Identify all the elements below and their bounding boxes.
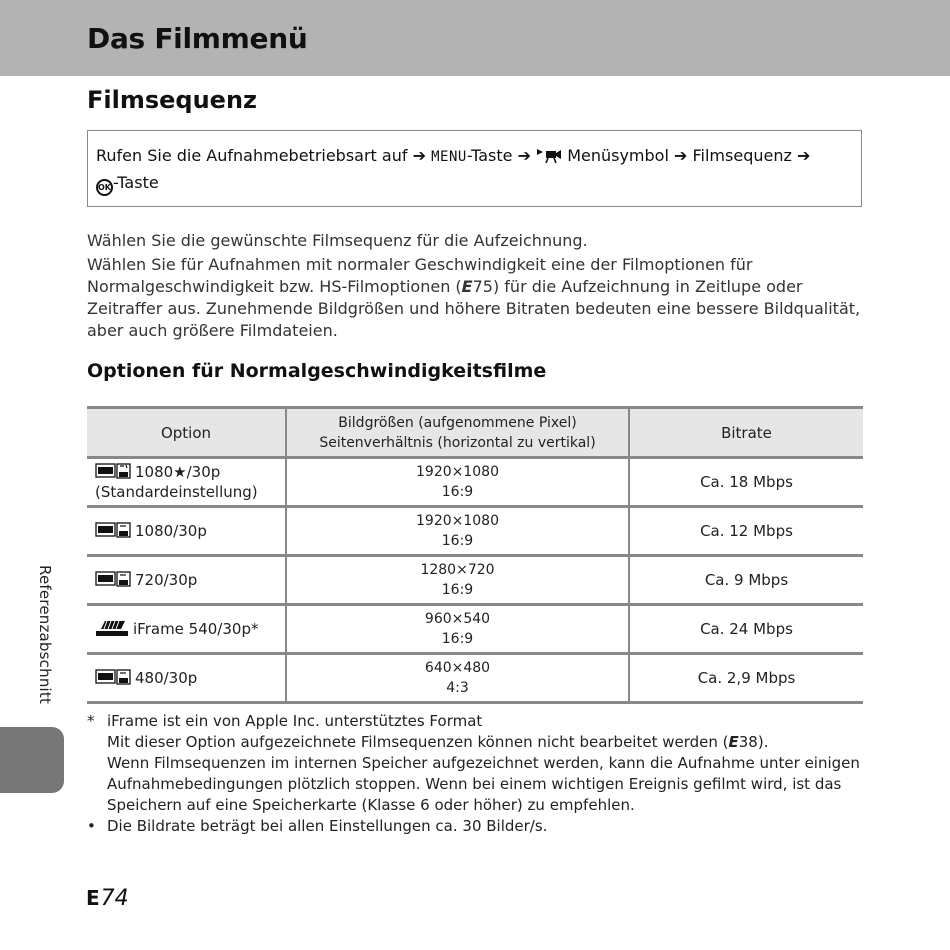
reference-section-icon: E [461,277,473,296]
option-label: 720/30p [135,571,198,589]
ratio-value: 16:9 [441,533,474,549]
header-size-line2: Seitenverhältnis (horizontal zu vertikal) [319,434,596,451]
page-number [86,886,129,911]
1080-30p-icon [95,521,131,539]
ratio-value: 4:3 [446,680,469,696]
header-option: Option [87,408,286,458]
nav-text-part5: -Taste [113,173,159,192]
option-cell [87,458,286,507]
size-cell [286,654,629,703]
option-cell [87,507,286,556]
arrow-right-icon: ➔ [796,146,811,165]
size-value: 640×480 [424,660,491,676]
intro-p2-ref: 75 [472,277,493,296]
menu-navigation-box [87,130,862,207]
side-section-tab [0,727,64,793]
option-cell [87,605,286,654]
intro-text [87,230,862,344]
side-section-label: Referenzabschnitt [36,565,54,705]
bitrate-cell: Ca. 18 Mbps [629,458,863,507]
intro-p2-start: Wählen Sie für Aufnahmen mit normaler Geschwindigkeit eine der Filmoptionen für Normalgeschwindigkeit bzw. HS-Filmoptionen ( [87,255,753,296]
footnote-line-2-start: Mit dieser Option aufgezeichnete Filmsequenzen können nicht bearbeitet werden ( [107,733,729,751]
chapter-title: Das Filmmenü [87,22,308,55]
footnote-body [107,711,862,816]
size-cell [286,507,629,556]
movie-options-table [87,406,863,704]
arrow-right-icon: ➔ [412,146,426,165]
table-row [87,605,863,654]
size-value: 1920×1080 [416,464,499,480]
bullet-marker: • [87,817,96,835]
bitrate-cell: Ca. 2,9 Mbps [629,654,863,703]
option-label: 1080★/30p [135,463,221,481]
ratio-value: 16:9 [441,582,474,598]
movie-menu-icon [536,147,562,163]
option-cell [87,556,286,605]
size-value: 1280×720 [420,562,495,578]
footnote-line-1: iFrame ist ein von Apple Inc. unterstütztes Format [107,712,483,730]
iframe-icon [95,619,129,637]
header-bitrate: Bitrate [629,408,863,458]
intro-paragraph-2 [87,254,862,342]
table-header-row [87,408,863,458]
table-row [87,507,863,556]
option-label: iFrame 540/30p* [133,620,259,638]
size-value: 1920×1080 [416,513,499,529]
header-image-size [286,408,629,458]
footnote-marker: * [87,712,95,730]
size-cell [286,458,629,507]
720-30p-icon [95,570,131,588]
header-size-line1: Bildgrößen (aufgenommene Pixel) [338,414,577,431]
nav-text-part4: Filmsequenz [692,146,792,165]
intro-p2-end: ) für die Aufzeichnung in Zeitlupe oder Zeitraffer aus. Zunehmende Bildgrößen und höhere Bitraten bedeuten eine bessere Bildqualität, aber auch größere Filmdateien. [87,277,861,340]
option-label: 480/30p [135,669,198,687]
footnote [87,711,862,816]
nav-text-part3: Menüsymbol [567,146,669,165]
ratio-value: 16:9 [441,631,474,647]
arrow-right-icon: ➔ [674,146,688,165]
footnote-line-3: Wenn Filmsequenzen im internen Speicher aufgezeichnet werden, kann die Aufnahme unter einigen Aufnahmebedingungen plötzlich stoppen. Wenn bei einem wichtigen Ereignis gefilmt wird, ist das Speichern auf eine Speicherkarte (Klasse 6 oder höher) zu empfehlen. [107,754,860,814]
1080-star-30p-icon [95,462,131,480]
menu-key-label: MENU [431,149,467,165]
size-cell [286,556,629,605]
section-title: Filmsequenz [87,86,258,114]
page-number-value: 74 [100,886,129,911]
table-row [87,654,863,703]
intro-paragraph-1: Wählen Sie die gewünschte Filmsequenz für die Aufzeichnung. [87,231,588,250]
option-note: (Standardeinstellung) [95,483,258,501]
ok-button-icon: OK [96,179,113,196]
option-label: 1080/30p [135,522,207,540]
footnote-line-2-end: ). [757,733,769,751]
reference-section-icon: E [728,733,739,751]
size-value: 960×540 [424,611,491,627]
bitrate-cell: Ca. 24 Mbps [629,605,863,654]
subsection-title: Optionen für Normalgeschwindigkeitsfilme [87,360,547,382]
option-cell [87,654,286,703]
footnote-line-2-ref: 38 [738,733,758,751]
table-row [87,556,863,605]
bullet-note [87,816,862,837]
table-row [87,458,863,507]
bullet-text: Die Bildrate beträgt bei allen Einstellungen ca. 30 Bilder/s. [107,817,548,835]
ratio-value: 16:9 [441,484,474,500]
bitrate-cell: Ca. 12 Mbps [629,507,863,556]
footnote-line-2 [107,732,862,753]
arrow-right-icon: ➔ [517,146,531,165]
nav-text-part1: Rufen Sie die Aufnahmebetriebsart auf [96,146,408,165]
bitrate-cell: Ca. 9 Mbps [629,556,863,605]
size-cell [286,605,629,654]
480-30p-icon [95,668,131,686]
nav-text-part2: -Taste [466,146,513,165]
reference-section-icon: E [86,886,100,910]
